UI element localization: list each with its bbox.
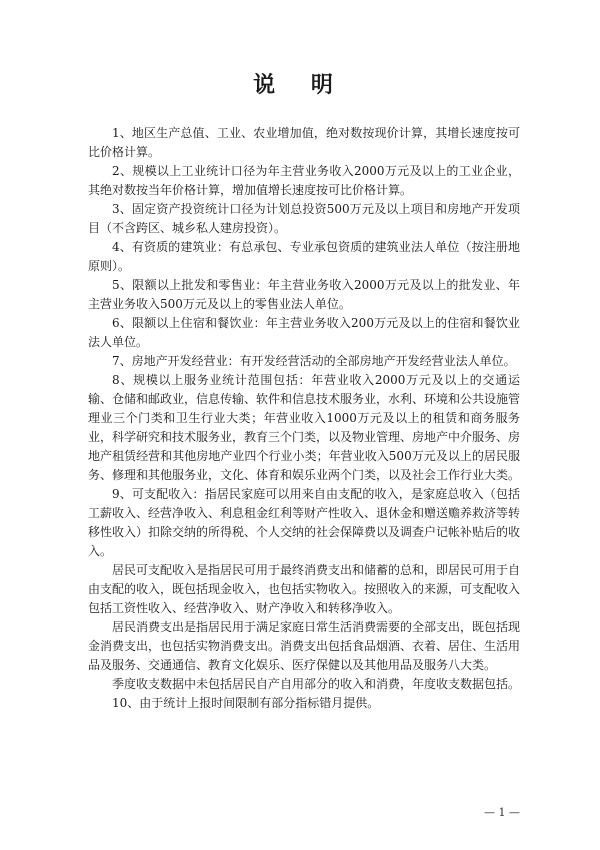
note-paragraph: 季度收支数据中未包括居民自产自用部分的收入和消费，年度收支数据包括。: [112, 677, 521, 691]
note-paragraph: 1、地区生产总值、工业、农业增加值，绝对数按现价计算，其增长速度按可比价格计算。: [88, 126, 520, 159]
note-paragraph: 6、限额以上住宿和餐饮业：年主营业务收入200万元及以上的住宿和餐饮业法人单位。: [88, 316, 520, 349]
note-paragraph: 9、可支配收入：指居民家庭可以用来自由支配的收入，是家庭总收入（包括工薪收入、经营净收入、利息租金红利等财产性收入、退休金和赠送赡养救济等转移性收入）扣除交纳的所得税、个人交纳的社会保障费以及调查户记帐补贴后的收入。: [88, 487, 521, 558]
note-paragraph: 3、固定资产投资统计口径为计划总投资500万元及以上项目和房地产开发项目（不含跨区、城乡私人建房投资）。: [88, 202, 520, 235]
note-paragraph: 4、有资质的建筑业：有总承包、专业承包资质的建筑业法人单位（按注册地原则）。: [88, 240, 520, 273]
note-paragraph: 5、限额以上批发和零售业：年主营业务收入2000万元及以上的批发业、年主营业务收入500万元及以上的零售业法人单位。: [88, 278, 520, 311]
page-title: 说 明: [253, 73, 347, 98]
note-paragraph: 8、规模以上服务业统计范围包括：年营业收入2000万元及以上的交通运输、仓储和邮政业，信息传输、软件和信息技术服务业，水利、环境和公共设施管理业三个门类和卫生行业大类；年营业收入1000万元及以上的租赁和商务服务业，科学研究和技术服务业，教育三个门类，以及物业管理、房地产中介服务、房地产租赁经营和其他房地产业四个行业小类；年营业收入500万元及以上的居民服务、修理和其他服务业，文化、体育和娱乐业两个门类，以及社会工作行业大类。: [88, 373, 521, 482]
note-paragraph: 2、规模以上工业统计口径为年主营业务收入2000万元及以上的工业企业，其绝对数按当年价格计算，增加值增长速度按可比价格计算。: [88, 164, 520, 197]
note-paragraph: 7、房地产开发经营业：有开发经营活动的全部房地产开发经营业法人单位。: [112, 354, 516, 368]
notes-body: [88, 124, 520, 713]
note-paragraph: 10、由于统计上报时间限制有部分指标错月提供。: [112, 696, 380, 710]
note-paragraph: 居民可支配收入是指居民可用于最终消费支出和储蓄的总和，即居民可用于自由支配的收入，既包括现金收入，也包括实物收入。按照收入的来源，可支配收入包括工资性收入、经营净收入、财产净收入和转移净收入。: [88, 563, 521, 615]
page-number: — 1 —: [484, 806, 520, 819]
note-paragraph: 居民消费支出是指居民用于满足家庭日常生活消费需要的全部支出，既包括现金消费支出，也包括实物消费支出。消费支出包括食品烟酒、衣着、居住、生活用品及服务、交通通信、教育文化娱乐、医疗保健以及其他用品及服务八大类。: [88, 620, 521, 672]
